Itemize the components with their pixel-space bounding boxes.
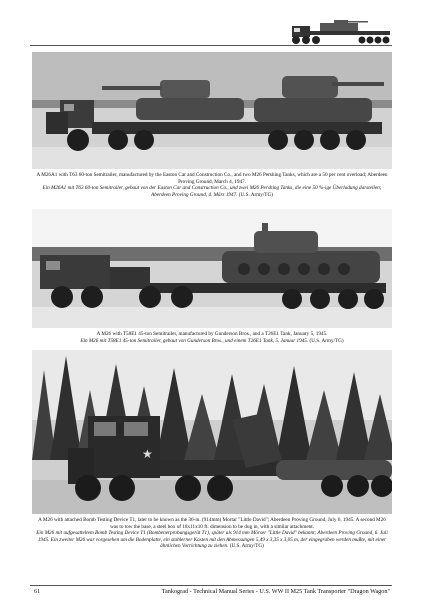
caption-english: A M26 with T58E1 45-ton Semitrailer, manufactured by Gunderson Bros., and a T26E1 Tank, January 5, 1945. [96,331,328,337]
photo-1 [32,52,392,169]
header-truck-icon [290,18,394,46]
caption-german-text: Ein M26 mit aufgesatteltem Bomb Testing Device T1 (Bombenerprobungsgerät T1), später als 914 mm Mörser "Little David" bekannt; Aberdeen Proving Ground, 6. Juli 1945. Ein zweiter M26 war vorgesehen um die Bodenplatte, ein stahlerner Kasten mit den Abmessungen 5,49 x 3,35 x 3,05 m, der eingegraben werden mußte, mit einer ähnlichen Vorrichtung zu ziehen. [36,530,388,550]
footer-rule [30,585,392,586]
photo-1-caption [34,172,390,198]
caption-german [34,338,390,345]
photo-2-caption [34,331,390,344]
caption-english: A M26 with attached Bomb Testing Device T1, later to be known as the 36-in. (914mm) Mortar "Little David"; Aberdeen Proving Ground, July 6, 1945. A second M26 was to tow the base, a steel box of 18x11x10 ft. dimension to be dug in, with a similar attachment. [38,517,386,530]
photo-credit: (U.S. Army/TG) [308,337,344,344]
photo-3 [32,350,392,514]
caption-german [34,185,390,198]
photo-credit: (U.S. Army/TG) [237,191,273,198]
series-title: Tankograd - Technical Manual Series - U.S. WW II M25 Tank Transporter "Dragon Wagon" [161,588,390,595]
page-number: 61 [34,588,41,595]
caption-german-text: Ein M26A1 mit T63 60-ton Semitrailer, gebaut von der Easton Car and Construction Co., und zwei M26 Pershing Tanks, die eine 50 %-ige Überladung darstellen; Aberdeen Proving Ground, 4. März 1947. [42,185,382,198]
header-rule [30,45,392,46]
photo-3-caption [34,517,390,550]
caption-german [34,530,390,550]
svg-text:★: ★ [142,447,153,461]
photo-credit: (U.S. Army/TG) [228,543,264,550]
photo-2 [32,209,392,328]
caption-english: A M26A1 with T63 60-ton Semitrailer, manufactured by the Easton Car and Construction Co., and two M26 Pershing Tanks, which are a 50 per cent overload; Aberdeen Proving Ground, March 4, 1947. [36,172,388,185]
caption-german-text: Ein M26 mit T58E1 45-ton Semitrailer, gebaut von Gunderson Bros., und einem T26E1 Tank, 5. Januar 1945. [80,337,309,344]
